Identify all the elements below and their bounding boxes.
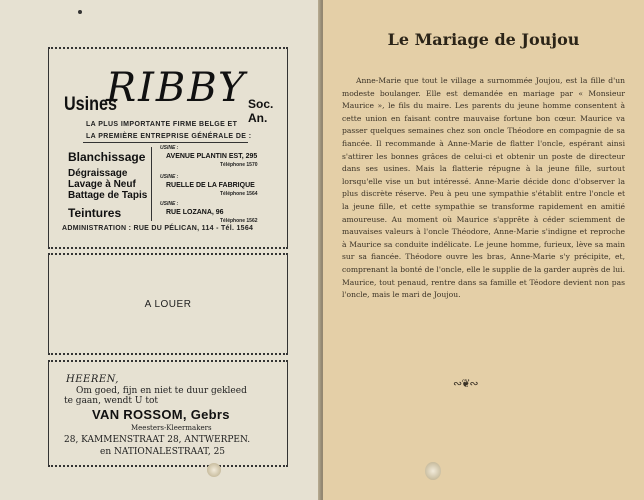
usine-label: USINE : xyxy=(160,174,179,180)
address-line: en NATIONALESTRAAT, 25 xyxy=(100,447,226,457)
usine-address: RUE LOZANA, 96 xyxy=(166,209,224,216)
service-blanchissage: Blanchissage xyxy=(68,150,146,164)
usine-label: USINE : xyxy=(160,145,179,151)
usine-telephone: Téléphone 1562 xyxy=(220,218,258,224)
story-title: Le Mariage de Joujou xyxy=(387,30,580,49)
staple-hole xyxy=(207,463,221,477)
address-line: 28, KAMMENSTRAAT 28, ANTWERPEN. xyxy=(64,435,251,445)
ribby-advertisement xyxy=(48,47,288,249)
right-page xyxy=(323,0,644,500)
service-degraissage: Dégraissage xyxy=(68,168,128,179)
service-teintures: Teintures xyxy=(68,206,122,220)
soc-an-label: Soc. An. xyxy=(248,97,274,125)
administration-line: ADMINISTRATION : RUE DU PÉLICAN, 114 - Tél. 1564 xyxy=(62,225,254,232)
a-louer-box xyxy=(48,253,288,355)
ad-text-line: Om goed, fijn en niet te duur gekleed xyxy=(76,386,247,396)
tagline-2: LA PREMIÈRE ENTREPRISE GÉNÉRALE DE : xyxy=(86,133,252,140)
service-lavage: Lavage à Neuf xyxy=(68,179,136,190)
print-dot xyxy=(78,10,82,14)
usine-label: USINE : xyxy=(160,201,179,207)
service-battage: Battage de Tapis xyxy=(68,190,148,201)
staple-hole xyxy=(425,462,441,480)
meesters-kleermakers: Meesters-Kleermakers xyxy=(131,424,212,432)
usine-telephone: Téléphone 1564 xyxy=(220,191,258,197)
story-body: Anne-Marie que tout le village a surnommée Joujou, est la fille d'un modeste boulanger. Elle est demandée en mariage par « Monsieur Maurice », le fils du maire. Les parents du jeune homme consentent à cette union en faisant contre mauvaise fortune bon cœur. Maurice va passer quelques semaines chez son oncle Théodore en compagnie de sa fiancée. Il recommande à Anne-Marie de flatter l'oncle, espérant ainsi s'attirer les bonnes grâces de celui-ci et obtenir un poste de directeur dans ses usines. Mais la flatterie répugne à la jeune fille, surtout lorsqu'elle vise un but intéressé. Anne-Marie décide donc d'observer la plus discrète réserve. Peu à peu une sympathie s'établit entre l'oncle et la jeune fille, et cette sympathie se transforme rapidement en amitié amoureuse. Au moment où Maurice s'apprête à céder sciemment de mauvaises valeurs à l'oncle Théodore, Anne-Marie s'indigne et reproche à Maurice sa conduite indélicate. Le jeune homme, furieux, lève sa main sur sa fiancée. Théodore ouvre les bras, Anne-Marie s'y précipite, et, comprenant la bonté de l'oncle, elle le supplie de la garder auprès de lui. Maurice, tout penaud, rentre dans sa famille et Téodore devient non pas l'oncle, mais le mari de Joujou. xyxy=(342,76,625,300)
left-page xyxy=(0,0,321,500)
usine-address: RUELLE DE LA FABRIQUE xyxy=(166,182,255,189)
ad-text-line: te gaan, wendt U tot xyxy=(64,396,158,406)
tagline-1: LA PLUS IMPORTANTE FIRME BELGE ET xyxy=(86,121,238,128)
van-rossom-advertisement xyxy=(48,360,288,467)
a-louer-text: A LOUER xyxy=(144,299,192,310)
van-rossom-name: VAN ROSSOM, Gebrs xyxy=(92,407,230,422)
ribby-logo: RIBBY xyxy=(106,65,247,111)
divider xyxy=(83,142,248,143)
heeren-salutation: HEEREN, xyxy=(66,374,119,385)
usine-address: AVENUE PLANTIN EST, 295 xyxy=(166,153,258,160)
usines-label: Usines xyxy=(64,94,117,115)
usine-telephone: Téléphone 1570 xyxy=(220,162,258,168)
divider xyxy=(151,147,152,221)
ornament-icon: ∾❦∾ xyxy=(453,377,478,390)
